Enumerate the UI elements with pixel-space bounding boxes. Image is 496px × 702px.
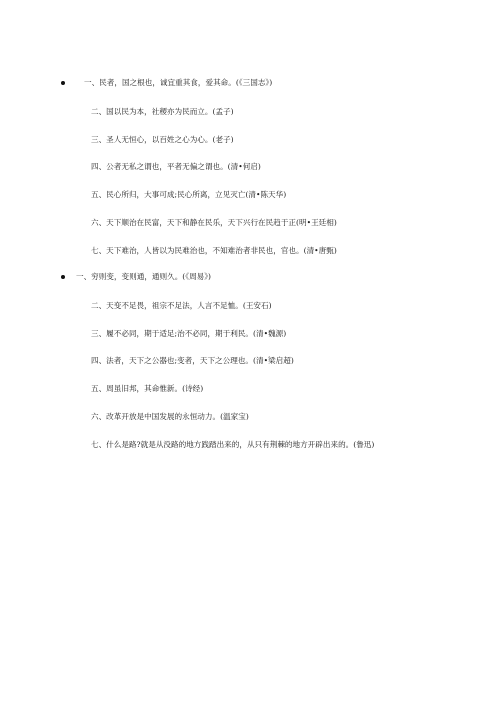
quote-2-1: 一、穷则变，变则通，通则久。(《周易》)	[76, 272, 212, 281]
quote-1-5: 五、民心所归，大事可成;民心所离，立见灭亡(清•陈天华)	[91, 190, 287, 199]
quote-2-5: 五、周虽旧邦，其命惟新。(诗经)	[91, 384, 204, 393]
quote-1-3: 三、圣人无恒心，以百姓之心为心。(老子)	[91, 135, 234, 144]
quote-2-2: 二、天变不足畏，祖宗不足法，人言不足恤。(王安石)	[91, 301, 272, 310]
quote-2-6: 六、改革开放是中国发展的永恒动力。(温家宝)	[91, 412, 249, 421]
quote-1-7: 七、天下难治，人皆以为民难治也，不知难治者非民也，官也。(清•唐甄)	[91, 246, 337, 255]
quote-2-7: 七、什么是路?就是从没路的地方践踏出来的，从只有荆棘的地方开辟出来的。(鲁迅)	[91, 440, 375, 449]
quote-1-2: 二、国以民为本，社稷亦为民而立。(孟子)	[91, 107, 234, 116]
quote-1-4: 四、公者无私之谓也，平者无偏之谓也。(清•何启)	[91, 162, 261, 171]
bullet-section-1	[61, 81, 65, 85]
quote-2-3: 三、履不必同，期于适足;治不必同，期于利民。(清•魏源)	[91, 329, 287, 338]
quote-2-4: 四、法者，天下之公器也;变者，天下之公理也。(清•梁启超)	[91, 356, 294, 365]
quote-1-6: 六、天下顺治在民富，天下和静在民乐，天下兴行在民趋于正(明•王廷相)	[91, 218, 337, 227]
quote-1-1: 一、民者，国之根也，诚宜重其食，爱其命。(《三国志》)	[84, 78, 273, 87]
bullet-section-2	[61, 275, 65, 279]
